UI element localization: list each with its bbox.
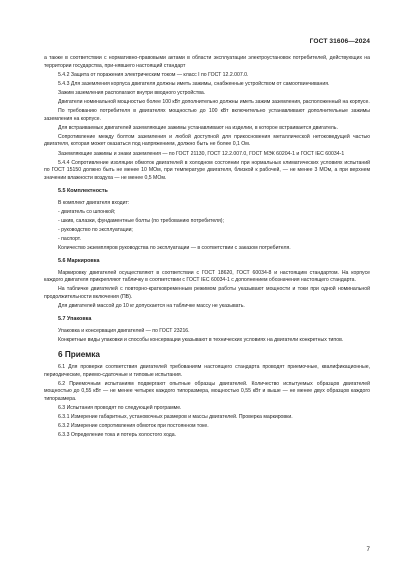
paragraph: 6.1 Для проверки соответствия двигателей требованиям настоящего стандарта проводят приемочные, квалификационные, периодические, приемо-сдаточные и типовые испытания. [44, 364, 370, 378]
paragraph: Количество экземпляров руководства по эксплуатации — в соответствии с заказом потребителя. [58, 244, 291, 251]
paragraph: Двигатели номинальной мощностью более 100 кВт дополнительно должны иметь зажим заземления, расположенный на корпусе. [58, 98, 370, 105]
paragraph: 6.3.3 Определение тока и потерь холостого хода. [58, 432, 177, 439]
paragraph: Конкретные виды упаковки и способы консервации указывают в технических условиях на двигатели конкретных типов. [58, 336, 344, 343]
paragraph: Зажим заземления располагают внутри вводного устройства. [58, 89, 206, 96]
paragraph: 6.2 Приемочным испытаниям подвергают опытные образцы двигателей. Количество испытуемых образцов двигателей мощностью до 0,55 кВт — не менее четырех каждого типоразмера, мощностью 0,55 кВт и выше — не менее двух образцов каждого типоразмера. [44, 380, 370, 402]
paragraph: Для двигателей массой до 10 кг допускается на табличке массу не указывать. [58, 303, 245, 310]
paragraph: Маркировку двигателей осуществляют в соответствии с ГОСТ 18620, ГОСТ 60034-8 и настоящим стандартом. На корпусе каждого двигателя прикрепляют табличку в соответствии с ГОСТ IEC 60034-1 с дополнением обозначения настоящего стандарта. [44, 269, 370, 284]
paragraph: 5.4.3 Для заземления корпуса двигателя должны иметь зажимы, снабженные устройством от самоотвинчивания. [58, 80, 330, 87]
paragraph: В комплект двигателя входит: [58, 199, 130, 206]
paragraph: 5.4.2 Защита от поражения электрическим током — класс I по ГОСТ 12.2.007.0. [58, 71, 249, 78]
paragraph: - двигатель со шпонкой; [58, 208, 116, 215]
section-heading: 5.5 Комплектность [58, 187, 108, 194]
paragraph: На табличке двигателей с повторно-кратковременным режимом работы указывают мощности и токи при одной номинальной продолжительности включения (ПВ). [44, 286, 370, 300]
paragraph: а также в соответствии с нормативно-правовыми актами в области эксплуатации электроустановок потребителей, действующих на территории государства, при-нявшего настоящий стандарт [44, 55, 370, 69]
paragraph: - руководство по эксплуатации; [58, 226, 133, 233]
paragraph: - паспорт. [58, 235, 81, 242]
paragraph: - шкив, салазки, фундаментные болты (по требованию потребителя); [58, 217, 224, 224]
section-heading: 5.6 Маркировка [58, 258, 100, 265]
paragraph: 6.3.2 Измерение сопротивления обмоток при постоянном токе. [58, 423, 209, 430]
paragraph: Сопротивление между болтом заземления и любой доступной для прикосновения металлической нетоковедущей частью двигателя, которая может оказаться под напряжением, должно быть не более 0,1 Ом. [44, 133, 370, 148]
paragraph: По требованию потребителя в двигателях мощностью до 100 кВт включительно устанавливают дополнительные зажимы заземления на корпусе. [44, 108, 370, 122]
paragraph: 5.4.4 Сопротивление изоляции обмоток двигателей в холодном состоянии при нормальных климатических условиях испытаний по ГОСТ 15150 должно быть не менее 10 МОм, при температуре двигателя, близкой к рабочей, — не менее 3 МОм, а при верхнем значении влажности воздуха — не менее 0,5 МОм. [44, 159, 370, 181]
paragraph: 6.3.1 Измерение габаритных, установочных размеров и массы двигателей. Проверка маркировки. [58, 414, 293, 421]
paragraph: Для встраиваемых двигателей заземляющие зажимы устанавливают на изделии, в которое встраивается двигатель. [58, 124, 338, 131]
page-number: 7 [366, 546, 370, 553]
section-heading: 5.7 Упаковка [58, 316, 92, 323]
paragraph: Заземляющие зажимы и знаки заземления — по ГОСТ 21130, ГОСТ 12.2.007.0, ГОСТ МЭК 60204-1 и ГОСТ IEC 60034-1 [58, 150, 345, 157]
document-body [44, 55, 370, 441]
paragraph: Упаковка и консервация двигателей — по ГОСТ 23216. [58, 327, 190, 334]
paragraph: 6.3 Испытания проводят по следующей программе. [58, 404, 182, 411]
standard-header: ГОСТ 31606—2024 [309, 38, 370, 45]
chapter-heading: 6 Приемка [58, 350, 100, 360]
